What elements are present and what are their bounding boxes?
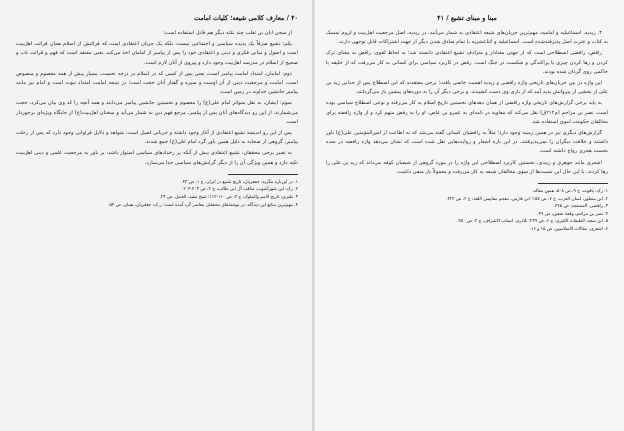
paragraph: دوم: امامان، امتداد امامت پیامبر است، یعنی پس از کسی که در اسلام در درجه نخست، بسیار پیش از همه معصوم و منصوص است، امامت و مرجعیت دینی از آن اوست و سیره و گفتار آنان حجت است؛ در نتیجه امامت امتداد نبوت است و امام نیز مانند پیامبر جانشین خداوند در زمین است. (16, 70, 298, 96)
paragraph: به پایه برخی گزارش‌های تاریخی واژه رافضی از همان دهه‌های نخستین تاریخ اسلام به کار می‌رفته و نوعی اصطلاح سیاسی بوده است. نصر بن مزاحم (م۲۱۲ق) نقل می‌کند که معاویه در نامه‌ای به عمرو بن عاص، او را به رفض متهم کرد و از واژه رافضه برای مخالفان حکومت اموی استفاده شد. (326, 100, 608, 125)
footnote: ۴. نصر بن مزاحم، وقعة صفین، ص ۴۹. (537, 211, 608, 217)
footnote: ۱. رک: یاقوت، ج ۹، ص ۵۰۸، همین مقاله. (532, 189, 608, 195)
paragraph: پس از این رو اندیشه تشیع اعتقادی از آغاز وجود داشته و جریانی اصیل است، شواهد و دلایل فراوانی وجود دارد که پس از رحلت پیامبر، گروهی از صحابه به دلیل همین باور گرد امام علی(ع) جمع شدند. (16, 130, 298, 146)
paragraph: ۴. زیدیه، اسماعیلیه و امامیه، مهم‌ترین جریان‌های شیعه اعتقادی به شمار می‌آیند. در زیدیه، اصل مرجعیت اهل‌بیت و لزوم تمسک به کتاب و عترت اصل پذیرفته‌شده است. اسماعیلیه و اثناعشریه با تمام صادق شدن دیگر از جهت اشتراکات قابل توجهی دارند. (326, 30, 608, 46)
right-body-text (326, 29, 608, 177)
footnote: ۶. اشعری، مقالات الاسلامیین، ص ۱۵ و ۱۶. (529, 227, 608, 233)
left-footnotes (16, 179, 298, 209)
footnote: ۳. رافضی، المستجد، ص ۳۶۵. (553, 204, 608, 210)
paragraph: این واژه در بین جریان‌های تاریخی واژه رافضی و زیدیه اهمیت خاصی یافت؛ برخی معتقدند که این اصطلاح پس از جدایی زید بن علی از بخشی از پیروانش پدید آمد که از یاری وی دست کشیدند، و برخی دیگر آن را به دوره‌های پیشین باز می‌گردانند. (326, 80, 608, 96)
paragraph: به تعبیر برخی محققان، تشیع اعتقادی بیش از آنکه بر رخدادهای سیاسی استوار باشد، بر باور به مرجعیت علمی و دینی اهل‌بیت تکیه دارد و همین ویژگی آن را از دیگر گرایش‌های سیاسی جدا می‌سازد. (16, 150, 298, 166)
right-page (312, 0, 624, 431)
footnote-divider (228, 174, 298, 175)
footnote: ۴. مهم‌ترین منابع این دیدگاه، در نوشته‌های محققان معاصر گرد آمده است؛ ر.ک: جعفریان، همان، ص ۵۴. (108, 202, 298, 208)
footnote: ۲. ابن منظور، لسان العرب، ج ۷، ص ۱۵۷؛ ابن فارس، معجم مقاییس اللغة، ج ۲، ص ۴۲۲. (446, 196, 608, 202)
footnote: ۳. طبری، تاریخ الامم والملوک، ج ۳، ص ۱۱۰-۱۱۲؛ شیخ مفید، الجمل، ص ۲۴. (159, 195, 298, 201)
left-body-text (16, 29, 298, 168)
paragraph: یکم: تشیع صرفاً یک پدیده سیاسی و اجتماعی نیست، بلکه یک جریان اعتقادی است که قرائتش از اسلام همان قرائت اهل‌بیت است و اصول و مبانی فکری و دینی و اعتقادی خود را پس از پیامبر از امامان اخذ می‌کند، یعنی معتقد است که فهم و قرائت ناب و صحیح از اسلام در مدرسه اهل‌بیت وجود دارد و پیروی از آنان لازم است. (16, 41, 298, 66)
paragraph: اشعری مانند جوهری و زبیدی، نخستین کاربرد اصطلاحی این واژه را در مورد گروهی از شیعیان کوفه می‌داند که زید بن علی را رها کردند. با این حال این نسبت‌ها از سوی مخالفان شیعه به کار می‌رفت و معمولاً بار منفی داشت. (326, 159, 608, 175)
footnote: ۱. در این‌باره بنگرید: جعفریان، تاریخ تشیع در ایران، ج ۱، ص ۴۳. (181, 179, 298, 185)
footnote: ۵. ابن سعد، الطبقات الکبری، ج ۶، ص ۲۳۹؛ بلاذری، انساب الاشراف، ج ۳، ص ۲۵۰. (456, 219, 608, 225)
paragraph: سوم: ایشان، به نقل متواتر امام علی(ع) را معصوم و نخستین جانشین پیامبر می‌دانند و همه آنچه را که وی بیان می‌کرد، حجت می‌شمارند. از این رو دیدگاه‌های آنان پس از پیامبر، مرجع فهم دین به شمار می‌آید و سخنان اهل‌بیت(ع) از جایگاه ویژه‌ای برخوردار است. (16, 100, 298, 125)
paragraph: از سخن ابان بن تغلب چند نکته دیگر هم قابل استفاده است: (163, 30, 292, 36)
running-head-left: ۴۰ / معارف کلامی شیعه؛ کلیات امامت (193, 14, 298, 22)
footnote-divider (538, 183, 608, 184)
paragraph: گزارش‌های دیگری نیز در همین زمینه وجود دارد؛ مثلاً به رافضیان کسانی گفته می‌شد که به اطاعت از امیرالمؤمنین علی(ع) باور داشتند و خلافت دیگران را نمی‌پذیرفتند. در این باره اشعار و روایت‌هایی نقل شده است که نشان می‌دهد واژه رافضه در سده نخست هجری رواج داشته است. (326, 130, 608, 155)
footnote: ۲. رک: ابن شهرآشوب، مناقب آل ابی طالب، ج ۲، ص ۲۰۳-۲۰۴. (181, 187, 298, 193)
paragraph: رافض، رافضی اصطلاحی است که از جهتی معنادار و مترادف تشیع اعتقادی دانسته شد؛ به لحاظ لغوی، رافض به معنای ترک کردن و رها کردن چیزی یا پراکندگی و شکست در جنگ است. رفض در کاربرد سیاسی برای کسانی به کار می‌رفت که از خلیفه یا حاکمی روی گردان شده بودند. (326, 50, 608, 75)
right-footnotes (326, 188, 608, 234)
running-head-right: مبنا و مبنای تشیع / ۴۱ (437, 14, 497, 22)
